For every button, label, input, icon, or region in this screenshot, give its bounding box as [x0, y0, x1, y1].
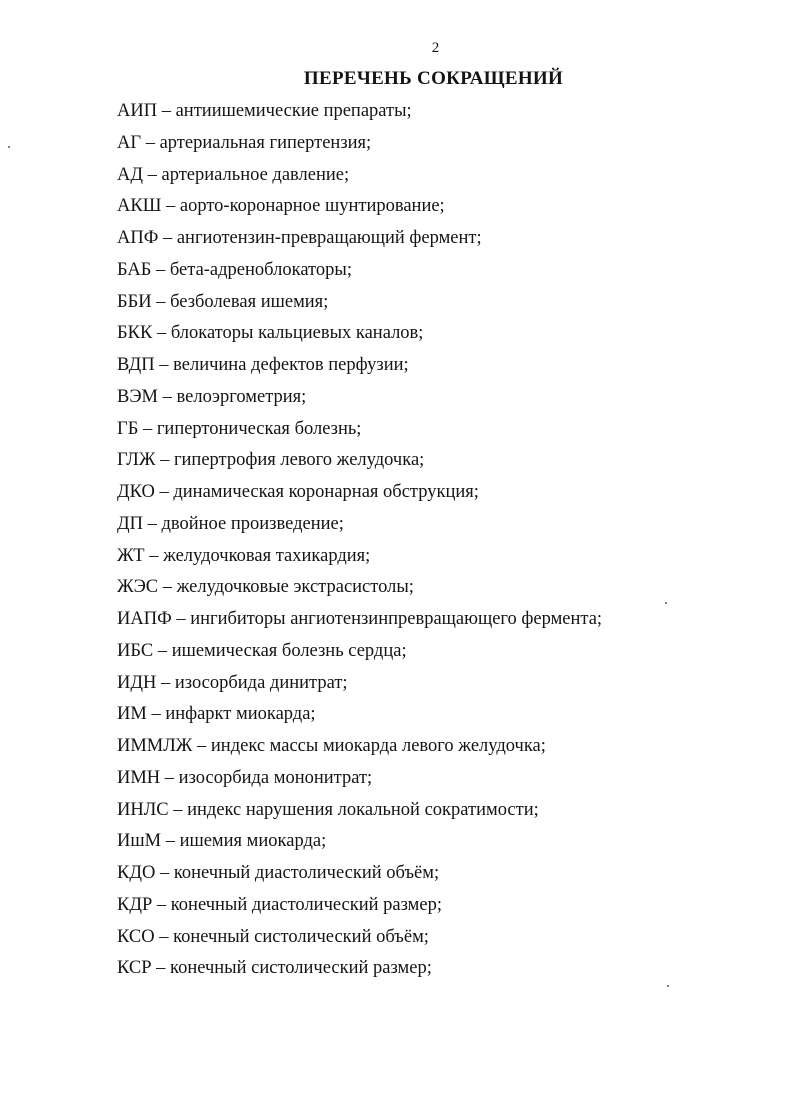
abbreviation-separator: –	[158, 386, 177, 407]
abbreviation-definition: блокаторы кальциевых каналов;	[170, 323, 424, 344]
abbreviation-term: ВДП	[117, 355, 155, 375]
abbreviation-definition: антиишемические препараты;	[175, 101, 412, 121]
list-item	[117, 640, 602, 672]
abbreviation-definition: аорто-коронарное шунтирование;	[179, 196, 445, 217]
abbreviation-separator: –	[138, 418, 157, 439]
list-item	[117, 449, 602, 481]
abbreviation-definition: ингибиторы ангиотензинпревращающего фермента;	[190, 609, 603, 629]
abbreviation-term: ДКО	[117, 482, 155, 502]
abbreviation-definition: динамическая коронарная обструкция;	[173, 482, 479, 502]
abbreviation-separator: –	[155, 450, 174, 471]
list-item	[117, 672, 602, 704]
abbreviation-term: ИМ	[117, 704, 147, 725]
abbreviation-separator: –	[142, 164, 162, 185]
list-item	[117, 576, 602, 608]
abbreviation-definition: величина дефектов перфузии;	[173, 355, 409, 375]
list-item	[117, 195, 602, 227]
abbreviation-term: АИП	[117, 101, 158, 121]
abbreviation-term: АД	[117, 164, 143, 185]
abbreviation-separator: –	[158, 577, 177, 598]
abbreviation-separator: –	[152, 323, 171, 344]
list-item	[117, 767, 602, 799]
list-item	[117, 227, 602, 259]
page-number: 2	[431, 40, 440, 56]
abbreviation-term: КСР	[117, 958, 152, 979]
abbreviation-separator: –	[155, 863, 174, 883]
abbreviation-term: АПФ	[117, 228, 159, 248]
abbreviation-term: ИБС	[117, 640, 154, 661]
list-item	[117, 100, 602, 132]
abbreviation-definition: артериальная гипертензия;	[159, 132, 372, 153]
abbreviation-separator: –	[161, 196, 180, 217]
list-item	[117, 957, 602, 989]
list-item	[117, 418, 602, 450]
page-title: ПЕРЕЧЕНЬ СОКРАЩЕНИЙ	[303, 68, 564, 89]
abbreviation-definition: конечный систолический размер;	[170, 958, 432, 979]
abbreviation-separator: –	[168, 799, 188, 820]
abbreviation-term: КДО	[117, 863, 156, 883]
abbreviation-definition: бета-адреноблокаторы;	[169, 259, 352, 280]
abbreviation-separator: –	[142, 513, 162, 534]
abbreviation-term: ВЭМ	[117, 386, 159, 407]
abbreviation-definition: ишемия миокарда;	[179, 831, 327, 852]
abbreviation-term: ИшМ	[117, 831, 162, 852]
abbreviation-definition: желудочковая тахикардия;	[163, 545, 371, 566]
abbreviation-term: ЖТ	[117, 545, 145, 566]
list-item	[117, 291, 602, 323]
abbreviation-separator: –	[154, 482, 174, 502]
abbreviation-separator: –	[151, 259, 170, 280]
list-item	[117, 894, 602, 926]
abbreviation-separator: –	[154, 926, 174, 947]
list-item	[117, 862, 602, 894]
abbreviation-term: ИНЛС	[117, 799, 169, 820]
abbreviation-list	[117, 100, 602, 989]
abbreviation-definition: индекс массы миокарда левого желудочка;	[210, 736, 546, 756]
abbreviation-definition: ангиотензин-превращающий фермент;	[176, 228, 482, 248]
abbreviation-definition: гипертрофия левого желудочка;	[173, 450, 425, 471]
abbreviation-term: КДР	[117, 894, 153, 915]
list-item	[117, 322, 602, 354]
abbreviation-separator: –	[161, 831, 180, 852]
abbreviation-term: ДП	[117, 513, 143, 534]
abbreviation-definition: безболевая ишемия;	[170, 291, 329, 312]
abbreviation-definition: конечный диастолический объём;	[173, 863, 440, 883]
abbreviation-separator: –	[146, 704, 166, 725]
abbreviation-definition: велоэргометрия;	[176, 386, 307, 407]
abbreviation-separator: –	[151, 291, 171, 312]
abbreviation-definition: изосорбида динитрат;	[174, 672, 348, 693]
abbreviation-term: ГЛЖ	[117, 450, 156, 471]
abbreviation-term: ИМН	[117, 767, 161, 788]
abbreviation-separator: –	[171, 609, 191, 629]
abbreviation-separator: –	[141, 132, 160, 153]
abbreviation-definition: ишемическая болезнь сердца;	[171, 640, 407, 661]
abbreviation-term: ИММЛЖ	[117, 736, 193, 756]
abbreviation-separator: –	[160, 767, 179, 788]
abbreviation-definition: изосорбида мононитрат;	[178, 767, 373, 788]
abbreviation-separator: –	[157, 101, 176, 121]
abbreviation-separator: –	[154, 355, 174, 375]
abbreviation-definition: гипертоническая болезнь;	[156, 418, 362, 439]
abbreviation-term: ЖЭС	[117, 577, 159, 598]
abbreviation-term: ИДН	[117, 672, 157, 693]
abbreviation-term: ББИ	[117, 291, 152, 312]
list-item	[117, 735, 602, 767]
abbreviation-definition: конечный систолический объём;	[173, 926, 429, 947]
list-item	[117, 132, 602, 164]
abbreviation-term: ГБ	[117, 418, 139, 439]
list-item	[117, 545, 602, 577]
abbreviation-definition: инфаркт миокарда;	[165, 704, 316, 725]
list-item	[117, 703, 602, 735]
scan-speck	[665, 602, 667, 604]
abbreviation-term: БКК	[117, 323, 153, 344]
list-item	[117, 513, 602, 545]
abbreviation-definition: конечный диастолический размер;	[170, 894, 442, 915]
list-item	[117, 799, 602, 831]
abbreviation-separator: –	[153, 640, 172, 661]
scan-speck	[8, 146, 10, 148]
abbreviation-term: БАБ	[117, 259, 152, 280]
list-item	[117, 830, 602, 862]
abbreviation-term: КСО	[117, 926, 155, 947]
scan-speck	[667, 985, 669, 987]
abbreviation-separator: –	[144, 545, 164, 566]
list-item	[117, 481, 602, 513]
abbreviation-separator: –	[192, 736, 211, 756]
list-item	[117, 386, 602, 418]
abbreviation-definition: двойное произведение;	[161, 513, 344, 534]
abbreviation-separator: –	[151, 958, 171, 979]
abbreviation-term: АГ	[117, 132, 142, 153]
abbreviation-definition: индекс нарушения локальной сократимости;	[187, 799, 539, 820]
abbreviation-definition: желудочковые экстрасистолы;	[176, 577, 414, 598]
list-item	[117, 926, 602, 958]
abbreviation-definition: артериальное давление;	[161, 164, 350, 185]
abbreviation-separator: –	[156, 672, 175, 693]
abbreviation-term: АКШ	[117, 196, 162, 217]
abbreviation-term: ИАПФ	[117, 609, 172, 629]
list-item	[117, 164, 602, 196]
abbreviation-separator: –	[158, 228, 177, 248]
list-item	[117, 354, 602, 386]
abbreviation-separator: –	[152, 894, 171, 915]
list-item	[117, 259, 602, 291]
list-item	[117, 608, 602, 640]
